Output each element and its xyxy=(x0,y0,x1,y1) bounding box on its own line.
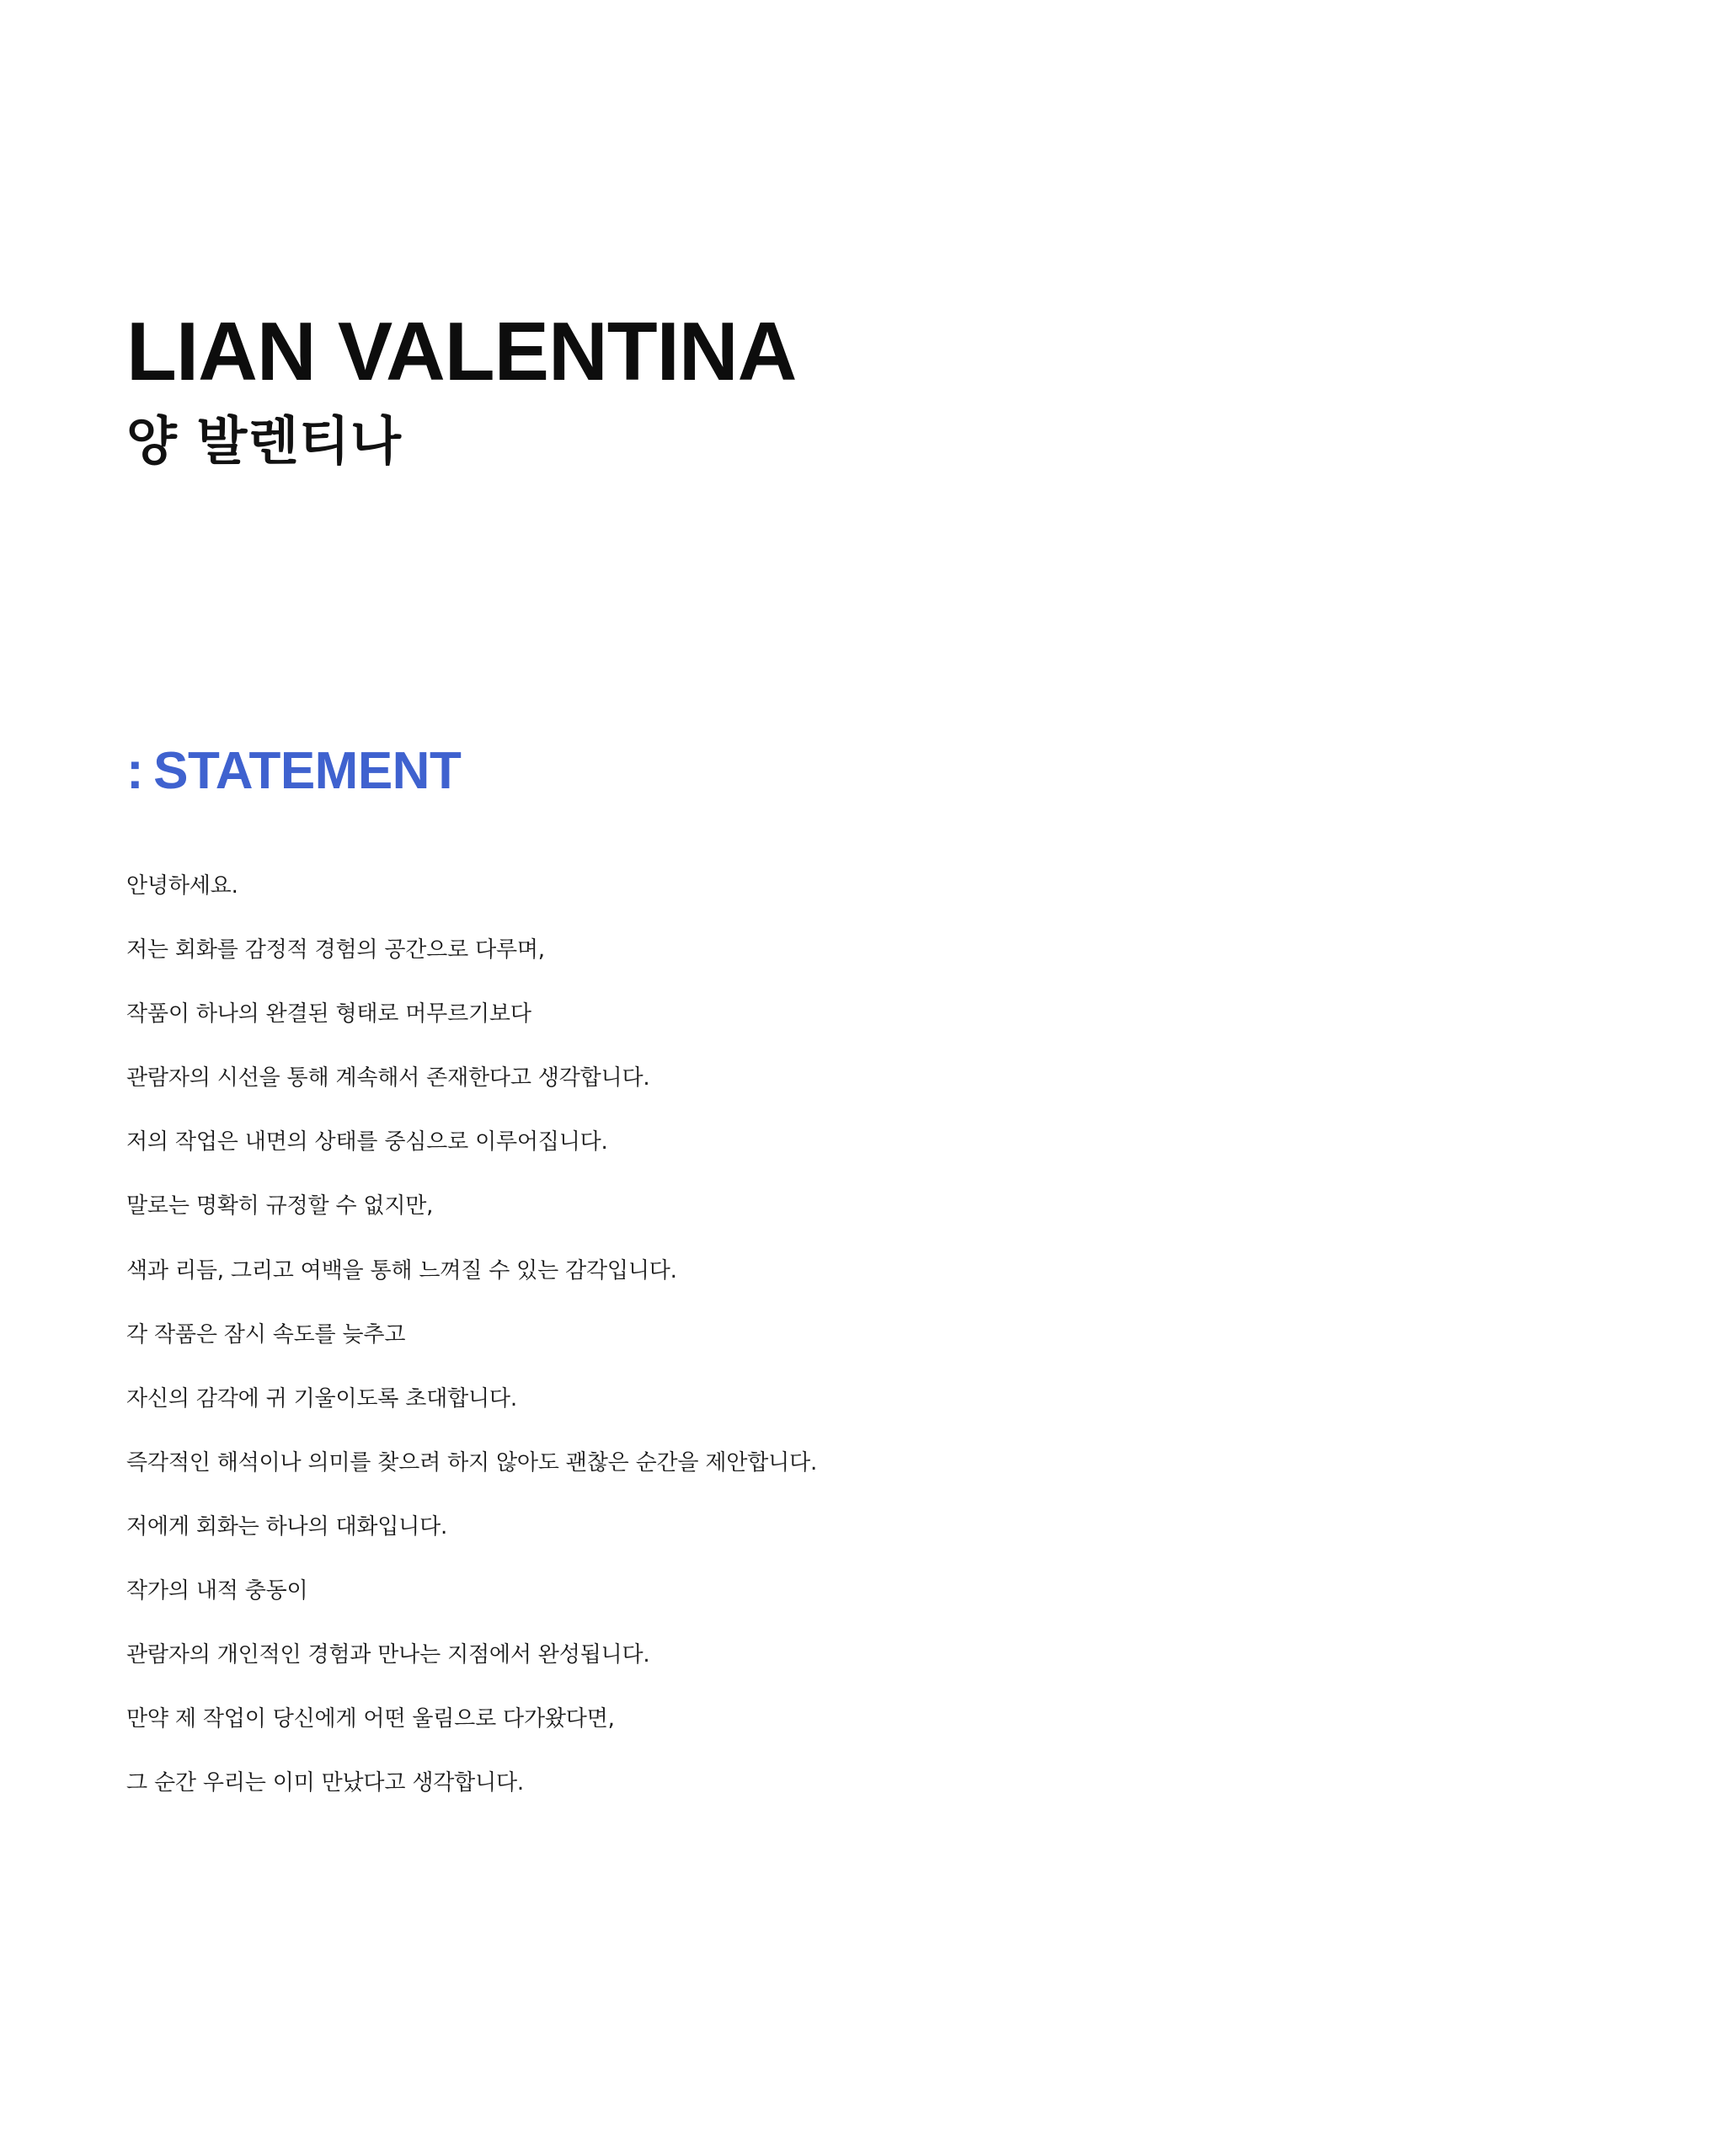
statement-line: 관람자의 시선을 통해 계속해서 존재한다고 생각합니다. xyxy=(126,1065,650,1091)
artist-name-en: LIAN VALENTINA xyxy=(126,305,797,398)
statement-body xyxy=(126,872,1390,1798)
statement-line: 저는 회화를 감정적 경험의 공간으로 다루며, xyxy=(126,937,545,963)
artist-name-kr: 양 발렌티나 xyxy=(126,410,403,472)
statement-line: 안녕하세요. xyxy=(126,873,238,899)
statement-line: 작가의 내적 충동이 xyxy=(126,1578,308,1604)
statement-line: 색과 리듬, 그리고 여백을 통해 느껴질 수 있는 감각입니다. xyxy=(126,1257,677,1283)
section-heading-label: STATEMENT xyxy=(153,742,462,800)
statement-line: 작품이 하나의 완결된 형태로 머무르기보다 xyxy=(126,1001,531,1027)
statement-line: 관람자의 개인적인 경험과 만나는 지점에서 완성됩니다. xyxy=(126,1642,650,1668)
section-heading-statement xyxy=(126,741,461,801)
statement-line: 저에게 회화는 하나의 대화입니다. xyxy=(126,1513,448,1540)
artist-title-block xyxy=(126,305,797,472)
statement-line: 자신의 감각에 귀 기울이도록 초대합니다. xyxy=(126,1385,517,1412)
statement-line: 각 작품은 잠시 속도를 늦추고 xyxy=(126,1321,406,1348)
statement-line: 말로는 명확히 규정할 수 없지만, xyxy=(126,1193,434,1219)
statement-line: 저의 작업은 내면의 상태를 중심으로 이루어집니다. xyxy=(126,1129,608,1155)
statement-line: 즉각적인 해석이나 의미를 찾으려 하지 않아도 괜찮은 순간을 제안합니다. xyxy=(126,1449,818,1476)
statement-line: 그 순간 우리는 이미 만났다고 생각합니다. xyxy=(126,1770,524,1796)
statement-line: 만약 제 작업이 당신에게 어떤 울림으로 다가왔다면, xyxy=(126,1706,615,1732)
section-heading-colon: : xyxy=(126,742,144,800)
